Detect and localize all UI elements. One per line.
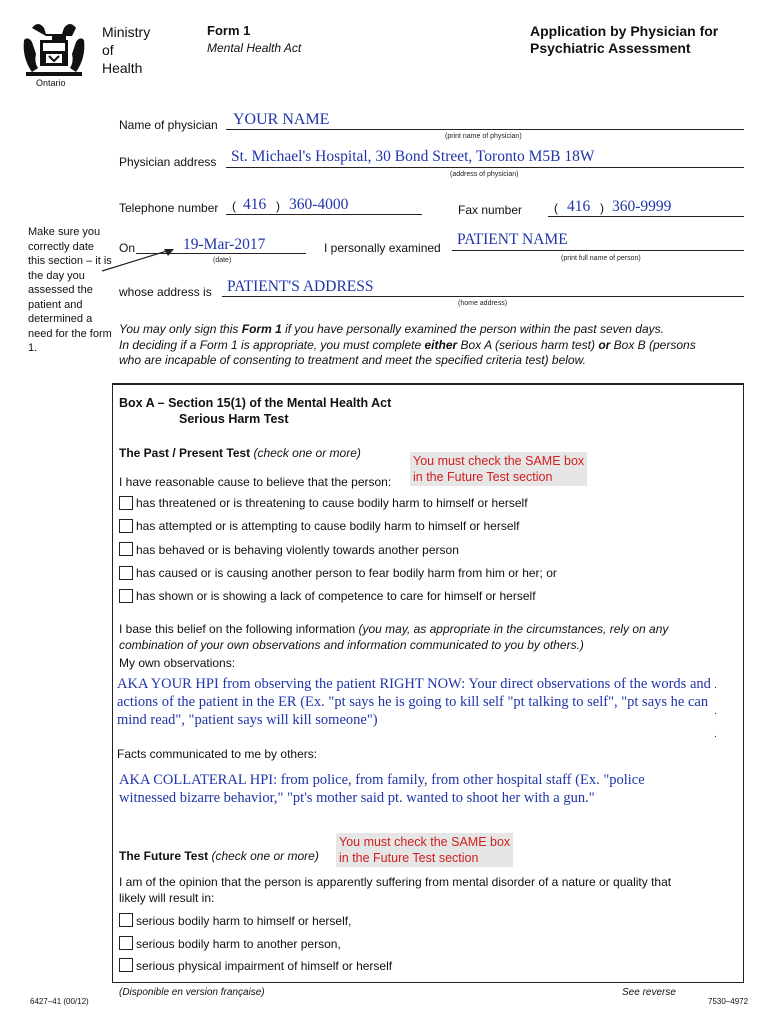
physician-address-value[interactable]: St. Michael's Hospital, 30 Bond Street, Toronto M5B 18W <box>231 148 595 165</box>
future-item-3: serious physical impairment of himself or herself <box>136 959 393 973</box>
past-test-heading <box>119 446 361 460</box>
past-item-2: has attempted or is attempting to cause bodily harm to himself or herself <box>136 519 520 533</box>
past-test-hint: (check one or more) <box>250 446 361 460</box>
future-item-1: serious bodily harm to himself or herself, <box>136 914 352 928</box>
instr-1a: You may only sign this <box>119 322 242 336</box>
patient-address-line <box>222 296 744 297</box>
future-intro-line-2: likely will result in: <box>119 891 215 905</box>
future-test-heading <box>119 849 319 863</box>
future-test-heading-text: The Future Test <box>119 849 209 863</box>
instructions-line-2 <box>119 338 759 354</box>
instr-2b: either <box>424 337 458 352</box>
form-title-line-1: Application by Physician for <box>530 23 719 39</box>
instr-2c: Box A (serious harm test) <box>457 337 599 352</box>
obs-dot-3: . <box>714 729 717 740</box>
physician-name-value[interactable]: YOUR NAME <box>233 111 330 128</box>
exam-date-line <box>136 253 306 254</box>
instructions <box>119 322 759 369</box>
ministry-line-1: Ministry <box>102 24 151 40</box>
ministry-name <box>102 23 150 77</box>
past-item-3: has behaved or is behaving violently towards another person <box>136 543 459 557</box>
exam-date-caption: (date) <box>213 257 232 264</box>
past-note-line-1: You must check the SAME box <box>413 454 585 468</box>
form-number: Form 1 <box>207 23 251 38</box>
obs-dot-1: . <box>714 680 717 691</box>
instructions-line-3: who are incapable of consenting to treatment and meet the specified criteria test) below. <box>119 353 586 367</box>
past-checkbox-4[interactable] <box>119 566 133 580</box>
ministry-line-3: Health <box>102 60 143 76</box>
past-test-intro: I have reasonable cause to believe that the person: <box>119 475 392 489</box>
exam-on-label: On <box>119 241 136 255</box>
past-note-line-2: in the Future Test section <box>413 470 553 484</box>
examined-label: I personally examined <box>324 241 441 255</box>
instr-2d: or <box>598 337 611 352</box>
box-a-title-line-1: Box A – Section 15(1) of the Mental Health Act <box>119 396 392 410</box>
obs-dot-2: . <box>714 706 717 717</box>
patient-address-value[interactable]: PATIENT'S ADDRESS <box>227 278 374 295</box>
belief-text <box>119 621 739 653</box>
belief-line-1 <box>119 621 739 637</box>
telephone-number[interactable]: 360-4000 <box>289 196 349 213</box>
facts-value[interactable]: AKA COLLATERAL HPI: from police, from family, from other hospital staff (Ex. "police witnessed bizarre behavior," "pt's mother said pt. wanted to shoot her with a gun." <box>119 772 645 806</box>
telephone-area-code[interactable]: 416 <box>243 196 267 213</box>
fax-number[interactable]: 360-9999 <box>612 198 672 215</box>
telephone-line <box>226 214 422 215</box>
future-intro <box>119 874 739 906</box>
telephone-label: Telephone number <box>119 201 219 215</box>
form-code: 6427–41 (00/12) <box>30 997 89 1006</box>
future-checkbox-3[interactable] <box>119 958 133 972</box>
box-a-title-line-2: Serious Harm Test <box>179 412 289 426</box>
box-a-title <box>119 395 391 427</box>
past-checkbox-1[interactable] <box>119 496 133 510</box>
past-test-note <box>410 452 587 486</box>
form-code-right: 7530–4972 <box>708 997 749 1006</box>
instr-2a: In deciding if a Form 1 is appropriate, you must complete <box>119 337 425 352</box>
physician-name-caption: (print name of physician) <box>445 133 522 140</box>
future-note-line-2: in the Future Test section <box>339 851 479 865</box>
future-intro-line-1: I am of the opinion that the person is apparently suffering from mental disorder of a nature or quality that <box>119 875 672 889</box>
form-title-line-2: Psychiatric Assessment <box>530 40 691 56</box>
past-test-heading-text: The Past / Present Test <box>119 446 251 460</box>
past-checkbox-5[interactable] <box>119 589 133 603</box>
ontario-crest-logo <box>18 18 90 90</box>
instructions-line-1 <box>119 322 759 338</box>
exam-date-value[interactable]: 19-Mar-2017 <box>183 236 266 253</box>
physician-name-label: Name of physician <box>119 118 218 132</box>
physician-address-caption: (address of physician) <box>450 171 519 178</box>
act-name: Mental Health Act <box>207 41 302 55</box>
instr-1b: Form 1 <box>241 322 282 336</box>
physician-address-label: Physician address <box>119 155 217 169</box>
instr-1c: if you have personally examined the person within the past seven days. <box>281 322 664 336</box>
past-item-4: has caused or is causing another person to fear bodily harm from him or her; or <box>136 566 557 580</box>
future-note-line-1: You must check the SAME box <box>339 835 511 849</box>
future-checkbox-2[interactable] <box>119 936 133 950</box>
patient-name-line <box>452 250 744 251</box>
belief-1a: I base this belief on the following information <box>119 622 359 636</box>
past-checkbox-3[interactable] <box>119 542 133 556</box>
own-observations-value[interactable]: AKA YOUR HPI from observing the patient RIGHT NOW: Your direct observations of the words and actions of the patient in the ER (Ex. "pt says he is going to kill self "pt talking to self", "pt says he can mind read", "patient says will kill someone") <box>117 676 711 728</box>
physician-name-line <box>226 129 744 130</box>
sidebar-date-note: Make sure you correctly date this section – it is the day you assessed the patient and determined a need for the form 1. <box>28 226 112 354</box>
physician-address-line <box>226 167 744 168</box>
fax-area-code[interactable]: 416 <box>567 198 591 215</box>
future-test-hint: (check one or more) <box>208 849 319 863</box>
facts-label: Facts communicated to me by others: <box>117 747 318 761</box>
patient-name-caption: (print full name of person) <box>561 255 641 262</box>
patient-name-value[interactable]: PATIENT NAME <box>457 231 568 248</box>
fax-line <box>548 216 744 217</box>
see-reverse: See reverse <box>622 987 676 998</box>
french-version-note: (Disponible en version française) <box>119 987 265 998</box>
pointer-arrow <box>98 244 178 274</box>
form-title <box>530 23 718 57</box>
future-test-note <box>336 833 513 867</box>
past-item-5: has shown or is showing a lack of competence to care for himself or herself <box>136 589 536 603</box>
crest-label: Ontario <box>36 78 66 88</box>
ministry-line-2: of <box>102 42 114 58</box>
belief-1b: (you may, as appropriate in the circumstances, rely on any <box>358 622 669 636</box>
telephone-open-paren: ( <box>232 199 236 213</box>
past-checkbox-2[interactable] <box>119 519 133 533</box>
fax-open-paren: ( <box>554 201 558 215</box>
telephone-close-paren: ) <box>276 199 280 213</box>
patient-address-caption: (home address) <box>458 300 508 307</box>
future-checkbox-1[interactable] <box>119 913 133 927</box>
own-observations-label: My own observations: <box>119 656 236 670</box>
patient-address-label: whose address is <box>119 285 212 299</box>
belief-line-2: combination of your own observations and information communicated to you by others.) <box>119 638 584 652</box>
instr-2e: Box B (persons <box>610 337 696 352</box>
fax-close-paren: ) <box>600 201 604 215</box>
past-item-1: has threatened or is threatening to cause bodily harm to himself or herself <box>136 496 528 510</box>
fax-label: Fax number <box>458 203 523 217</box>
future-item-2: serious bodily harm to another person, <box>136 937 341 951</box>
